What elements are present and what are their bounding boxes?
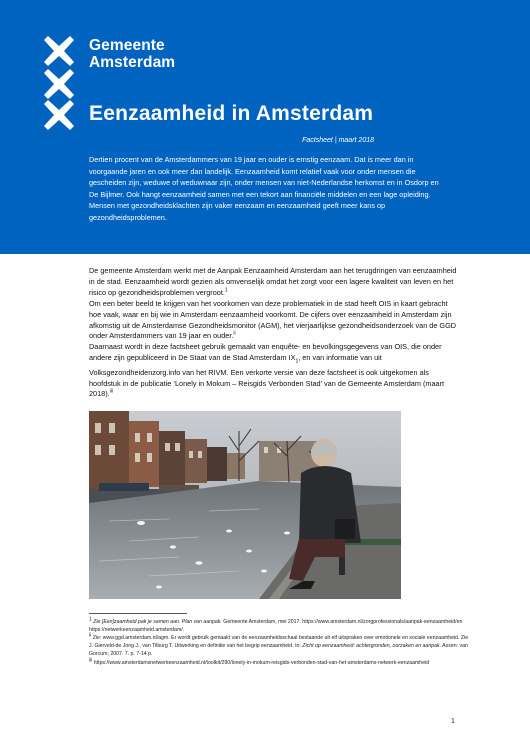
body-paragraph-2-text: Om een beter beeld te krijgen van het voorkomen van deze problematiek in de stad heeft OIS in kaart gebracht hoe vaak, waar en bij wie in Amsterdam eenzaamheid voorkomt. De cijfers over eenzaamheid in Amsterdam zijn afkomstig uit de Amsterdamse Gezondheidsmonitor (AGM), het vierjaarlijkse gezondheidsonderzoek van de GGD onder Amsterdammers van 19 jaar en ouder. — [89, 298, 457, 341]
footnote-number: ii — [89, 632, 92, 639]
logo-x-icon — [44, 100, 74, 130]
logo-x-icon — [44, 69, 74, 99]
page-number: 1 — [450, 716, 455, 725]
footnote-1-title: Zie [Een]zaamheid pak je samen aan. Plan van aanpak. — [93, 619, 222, 625]
footnote-2-title: Zicht op eenzaamheid: achtergronden, oorzaken en aanpak. — [302, 643, 442, 650]
footnote-1-text[interactable]: Gemeente Amsterdam, mei 2017. https://www.amsterdam.nl/zorgprofessionals/aanpak-eenzaamheid/en https://netwerkeenzaamheid.amsterdam/. — [89, 619, 463, 633]
page-title: Eenzaamheid in Amsterdam — [89, 102, 374, 125]
footnote-ref[interactable]: 1 — [224, 287, 228, 294]
brand-name — [89, 37, 175, 71]
footnote-number: iii — [89, 656, 93, 663]
footnote-2-text-a[interactable]: Zie: www.ggd.amsterdam.nl/agm. Er wordt gebruik gemaakt van de eenzaamheidsschaal bestaande uit elf uitspraken over emotionele en sociale eenzaamheid. Zie J. Gierveld-de Jong J., van Tilburg T. Uitwerking en definitie van het begrip eenzaamheid. In: — [89, 635, 469, 650]
brand-line-1: Gemeente — [89, 37, 165, 54]
brand-line-2: Amsterdam — [89, 54, 176, 71]
footnote-3-link[interactable]: https://www.amsterdamsnetwerkeenzaamheid.nl/toolkit/290/lonely-in-mokum-reisgids-verbonden-stad-van-het-amsterdams-netwerk-eenzaamheid — [93, 659, 430, 666]
body-text — [89, 266, 461, 400]
footnote-2-text-b: Assen: van Gorcum; 2007. 7. p. 7-14 p. — [89, 643, 468, 657]
subscript-ref: 1 — [295, 358, 299, 365]
footnote-3 — [89, 656, 469, 668]
header-banner — [0, 0, 530, 254]
footnote-ref[interactable]: ii — [233, 331, 236, 338]
logo-x-icon — [44, 36, 74, 66]
footnote-2 — [89, 632, 469, 658]
body-paragraph-3-text-a: Daarnaast wordt in deze factsheet gebruik gemaakt van enquête- en bevolkingsgegevens van OIS, die onder andere zijn gepubliceerd in De Staat van de Stad Amsterdam IX — [89, 342, 442, 363]
intro-paragraph: Dertien procent van de Amsterdammers van 19 jaar en ouder is ernstig eenzaam. Dat is meer dan in voorgaande jaren en ook meer dan landelijk. Eenzaamheid komt relatief vaak voor onder mensen die gescheiden zijn, weduwe of weduwnaar zijn, onder mensen van niet-Nederlandse herkomst en in Osdorp en De Bijlmer. Ook hangt eenzaamheid samen met een tekort aan financiële middelen en een lage opleiding. Mensen met gezondheidsklachten zijn vaker eenzaam en eenzaamheid geeft meer kans op gezondheidsproblemen. — [89, 155, 439, 222]
body-paragraph-3-text-b: , en van informatie van uit Volksgezondheidenzorg.info van het RIVM. Een verkorte versie van deze factsheet is ook uitgekomen als hoofdstuk in de publicatie ‘Lonely in Mokum – Reisgids Verbonden Stad’ van de Gemeente Amsterdam (maart 2018). — [89, 353, 445, 399]
body-paragraph-1-text: De gemeente Amsterdam werkt met de Aanpak Eenzaamheid Amsterdam aan het terugdringen van eenzaamheid in de stad. Eenzaamheid wordt gezien als omvenselijk omdat het zorgt voor een lagere kwaliteit van leven en het risico op gezondheidsproblemen vergroot. — [89, 266, 457, 297]
footnotes — [89, 616, 469, 668]
canal-photo — [89, 411, 401, 599]
body-paragraph-3 — [89, 342, 461, 400]
body-paragraph-2 — [89, 299, 461, 343]
footnote-ref[interactable]: iii — [109, 389, 114, 395]
body-paragraph-1 — [89, 266, 461, 299]
footnote-1 — [89, 616, 469, 634]
factsheet-date: Factsheet | maart 2018 — [302, 137, 374, 144]
footnote-number: 1 — [89, 616, 92, 623]
footnote-divider — [89, 613, 187, 614]
